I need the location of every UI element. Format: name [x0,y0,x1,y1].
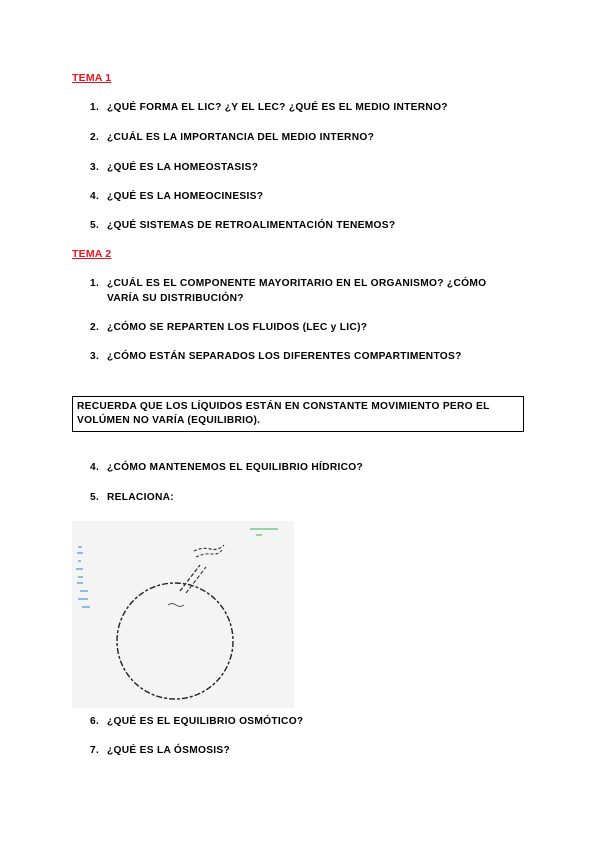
tema1-question-2 [90,130,520,145]
question-number: 1. [90,102,100,113]
question-number: 7. [90,745,100,756]
cell-diagram-image [72,521,294,708]
question-text: ¿QUÉ FORMA EL LIC? ¿Y EL LEC? ¿QUÉ ES EL MEDIO INTERNO? [107,102,448,113]
blue-notes [76,547,90,607]
question-text: RELACIONA: [107,492,174,503]
green-notes [250,529,278,535]
arrow-head-scribble [196,550,222,557]
question-text: ¿CÓMO SE REPARTEN LOS FLUIDOS (LEC y LIC)? [107,322,368,333]
question-text: ¿CÓMO MANTENEMOS EL EQUILIBRIO HÍDRICO? [107,462,364,473]
tema2-title: TEMA 2 [72,248,112,260]
question-number: 4. [90,191,100,202]
tema2-question-5 [90,490,520,505]
tema1-question-4 [90,189,520,204]
tema1-question-5 [90,218,520,233]
cell-label-scribble [168,604,184,607]
cell-outline [117,583,233,699]
tema2-question-7 [90,743,520,758]
question-text: ¿QUÉ SISTEMAS DE RETROALIMENTACIÓN TENEMOS? [107,220,396,231]
question-number: 5. [90,220,100,231]
question-number: 2. [90,322,100,333]
question-text: ¿QUÉ ES LA ÓSMOSIS? [107,745,231,756]
tema2-question-2 [90,320,520,335]
reminder-box: RECUERDA QUE LOS LÍQUIDOS ESTÁN EN CONSTANTE MOVIMIENTO PERO EL VOLÚMEN NO VARÍA (EQUILIBRIO). [72,396,524,432]
question-number: 4. [90,462,100,473]
tema2-question-4 [90,460,520,475]
tema2-question-3 [90,349,520,364]
question-number: 2. [90,132,100,143]
question-text: ¿CUÁL ES EL COMPONENTE MAYORITARIO EN EL ORGANISMO? ¿CÓMO VARÍA SU DISTRIBUCIÓN? [107,278,487,304]
question-text: ¿QUÉ ES EL EQUILIBRIO OSMÓTICO? [107,716,304,727]
question-text: ¿QUÉ ES LA HOMEOCINESIS? [107,191,264,202]
question-number: 1. [90,278,100,289]
arrow-head-scribble [194,545,224,551]
tema1-question-3 [90,160,520,175]
cell-diagram-svg [72,521,294,708]
question-number: 5. [90,492,100,503]
question-text: ¿CUÁL ES LA IMPORTANCIA DEL MEDIO INTERNO? [107,132,375,143]
question-number: 3. [90,162,100,173]
question-number: 6. [90,716,100,727]
tema1-question-1 [90,100,520,115]
tema2-question-6 [90,714,520,729]
question-text: ¿CÓMO ESTÁN SEPARADOS LOS DIFERENTES COMPARTIMENTOS? [107,351,462,362]
tema1-title: TEMA 1 [72,72,112,84]
tema2-question-1 [90,276,520,306]
question-text: ¿QUÉ ES LA HOMEOSTASIS? [107,162,259,173]
question-number: 3. [90,351,100,362]
